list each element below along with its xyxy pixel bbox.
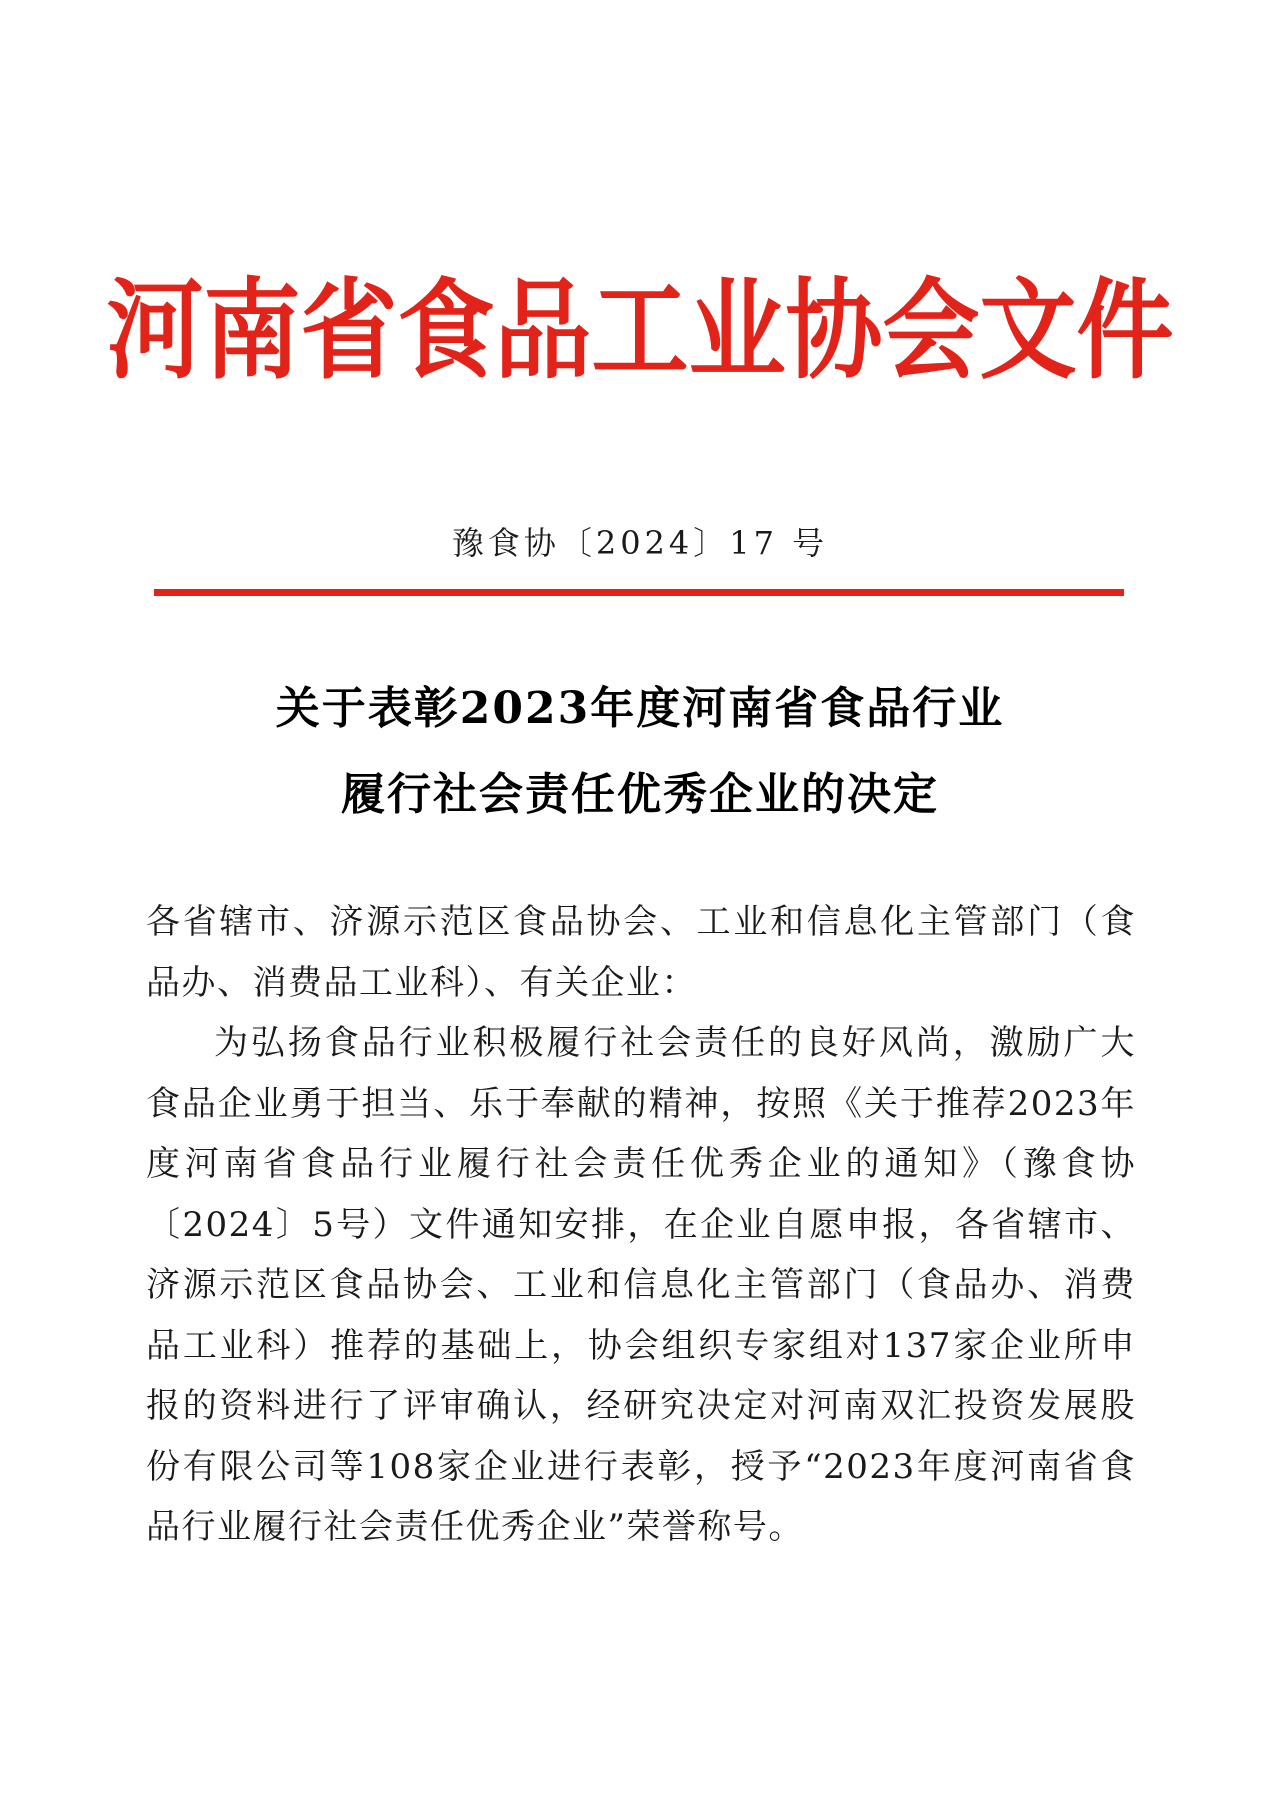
red-divider-line <box>154 589 1124 596</box>
red-header-title: 河南省食品工业协会文件 <box>106 265 1174 394</box>
document-body <box>146 892 1136 1558</box>
body-paragraph: 为弘扬食品行业积极履行社会责任的良好风尚，激励广大食品企业勇于担当、乐于奉献的精神，按照《关于推荐2023年度河南省食品行业履行社会责任优秀企业的通知》（豫食协〔2024〕5号）文件通知安排，在企业自愿申报，各省辖市、济源示范区食品协会、工业和信息化主管部门（食品办、消费品工业科）推荐的基础上，协会组织专家组对137家企业所申报的资料进行了评审确认，经研究决定对河南双汇投资发展股份有限公司等108家企业进行表彰，授予“2023年度河南省食品行业履行社会责任优秀企业”荣誉称号。 <box>146 1023 1136 1547</box>
document-title-line2: 履行社会责任优秀企业的决定 <box>341 769 939 820</box>
document-number: 豫食协〔2024〕17 号 <box>451 524 829 562</box>
document-title-line1: 关于表彰2023年度河南省食品行业 <box>275 683 1005 734</box>
salutation-paragraph: 各省辖市、济源示范区食品协会、工业和信息化主管部门（食品办、消费品工业科）、有关企业： <box>146 902 1136 1003</box>
document-title <box>0 666 1280 838</box>
